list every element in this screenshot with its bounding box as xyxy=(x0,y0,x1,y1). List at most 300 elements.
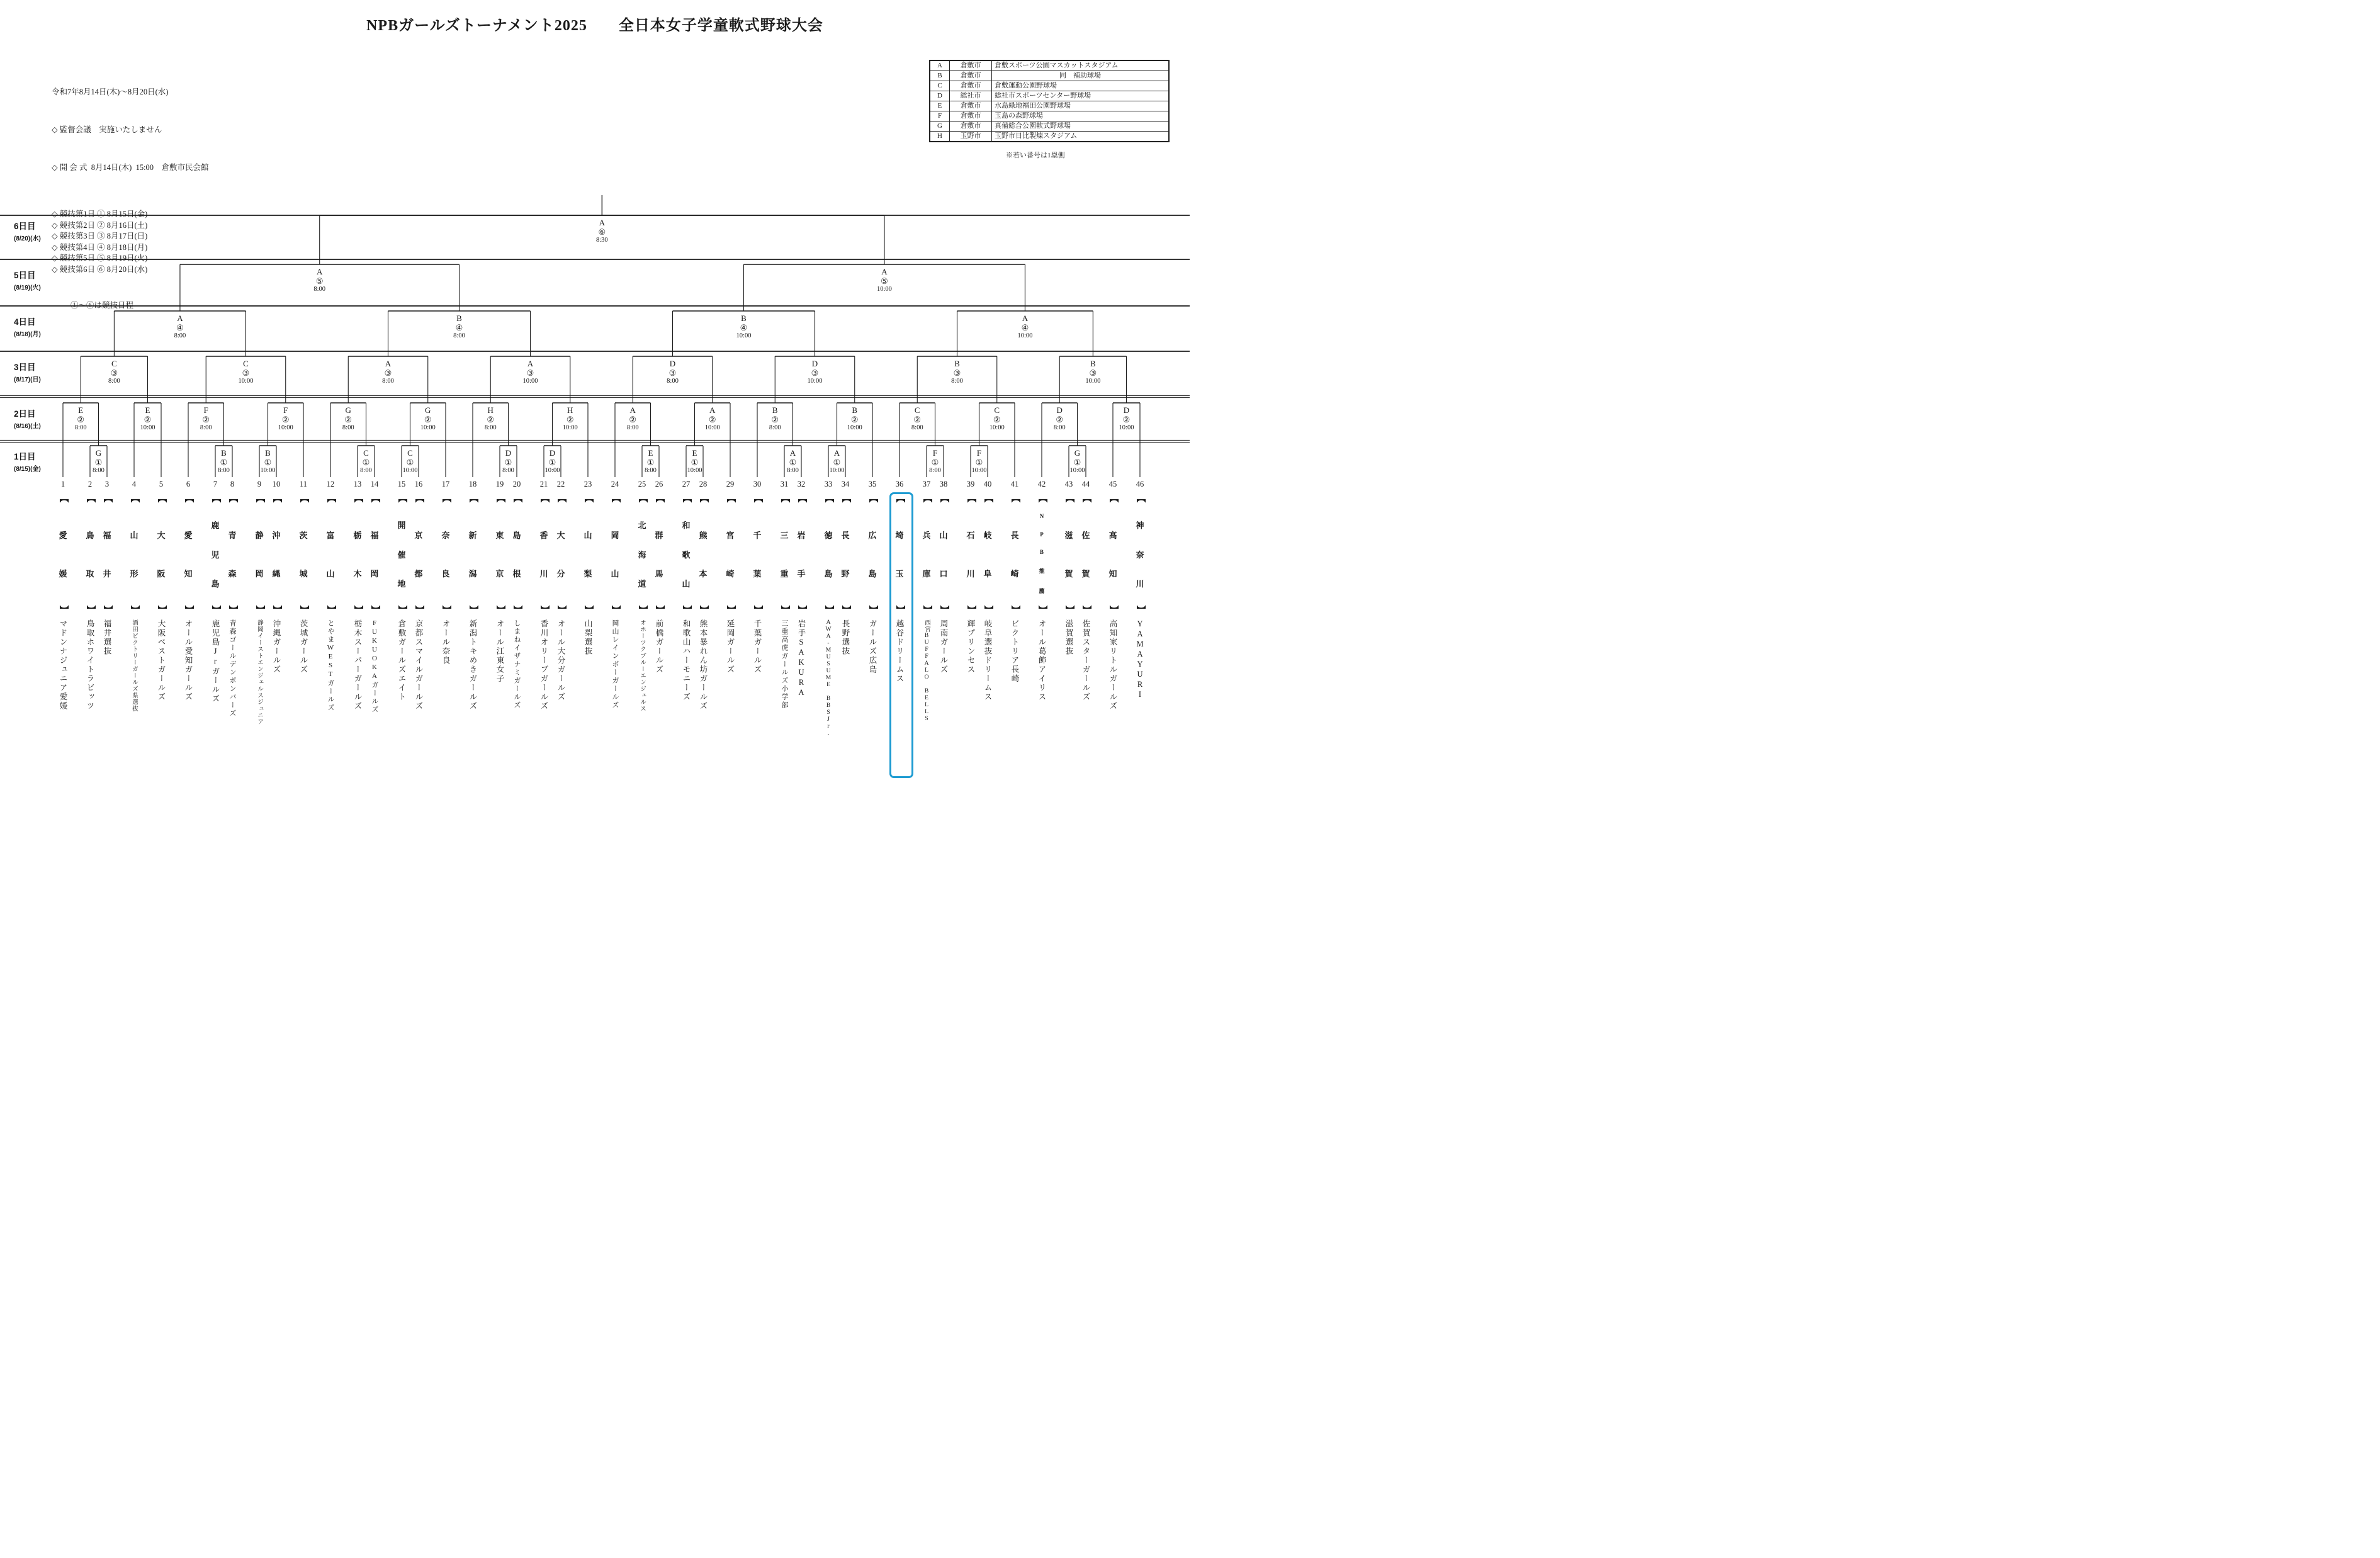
match-venue: B xyxy=(456,313,462,323)
match-number: ② xyxy=(771,414,779,424)
match-venue: E xyxy=(648,448,653,458)
prefecture-char: 道 xyxy=(638,579,646,589)
prefecture-char: 島 xyxy=(824,569,833,579)
match-round3 xyxy=(226,359,266,385)
prefecture-char: 静 xyxy=(255,530,264,540)
prefecture-char: 佐 xyxy=(1081,530,1090,540)
venue-name: 倉敷運動公園野球場 xyxy=(992,81,1170,91)
match-number: ② xyxy=(850,414,859,424)
prefecture-char: 開 xyxy=(397,521,406,531)
match-time: 8:00 xyxy=(174,332,186,340)
match-number: ③ xyxy=(384,368,392,378)
match-round1 xyxy=(204,449,244,475)
match-round3 xyxy=(94,359,134,385)
match-round2 xyxy=(835,406,875,432)
team-number: 23 xyxy=(584,480,592,488)
day-date: (8/19)(火) xyxy=(14,285,41,291)
match-time: 8:30 xyxy=(596,237,608,244)
venue-name: 真備総合公園軟式野球場 xyxy=(992,121,1170,132)
prefecture-char: 青 xyxy=(228,530,237,540)
match-round2 xyxy=(60,406,101,432)
team-name: オール葛飾アイリス xyxy=(1037,619,1046,702)
match-venue: C xyxy=(914,405,920,415)
team-name: しまねイザナミガールズ xyxy=(513,619,521,709)
team-column xyxy=(393,495,410,702)
team-column xyxy=(536,495,552,711)
prefecture-char: 広 xyxy=(868,530,877,540)
prefecture-char: 山 xyxy=(130,530,138,540)
match-number: ① xyxy=(931,457,939,467)
team-number: 6 xyxy=(186,480,191,488)
bracket-top: 【 xyxy=(752,494,762,503)
team-column xyxy=(651,495,667,674)
team-number: 2 xyxy=(87,480,93,488)
prefecture-char: 馬 xyxy=(655,569,663,579)
match-venue: H xyxy=(487,405,493,415)
match-number: ② xyxy=(144,414,152,424)
team-prefecture xyxy=(556,495,565,613)
venue-city: 総社市 xyxy=(950,91,992,101)
match-venue: B xyxy=(772,405,778,415)
prefecture-char: 縄 xyxy=(272,569,281,579)
team-column xyxy=(99,495,115,656)
team-prefecture xyxy=(682,495,691,613)
prefecture-char: 都 xyxy=(414,569,423,579)
bracket-bottom: 】 xyxy=(556,605,566,614)
bracket-bottom: 】 xyxy=(779,605,789,614)
match-time: 10:00 xyxy=(522,378,538,385)
prefecture-char: 庫 xyxy=(922,569,931,579)
match-venue: E xyxy=(145,405,150,415)
match-venue: B xyxy=(265,448,271,458)
prefecture-char: N xyxy=(1039,513,1044,520)
match-round1 xyxy=(346,449,386,475)
prefecture-char: 愛 xyxy=(59,530,67,540)
match-round3 xyxy=(653,359,693,385)
prefecture-char: 山 xyxy=(682,579,691,589)
bracket-bottom: 】 xyxy=(129,605,139,614)
team-name: 越谷ドリームス xyxy=(895,619,904,684)
match-venue: H xyxy=(567,405,573,415)
team-prefecture xyxy=(299,495,308,613)
match-round1 xyxy=(248,449,288,475)
prefecture-char: 取 xyxy=(86,569,94,579)
team-prefecture xyxy=(726,495,735,613)
match-time: 8:00 xyxy=(313,286,326,293)
bracket-top: 【 xyxy=(1135,494,1145,503)
bracket-bottom: 】 xyxy=(1108,605,1118,614)
prefecture-char: 千 xyxy=(753,530,762,540)
bracket-top: 【 xyxy=(414,494,424,503)
match-time: 8:00 xyxy=(787,467,799,475)
prefecture-char: 口 xyxy=(939,569,948,579)
prefecture-char: 梨 xyxy=(584,569,592,579)
bracket-top: 【 xyxy=(698,494,708,503)
match-time: 8:00 xyxy=(645,467,657,475)
prefecture-char: 川 xyxy=(1136,579,1144,589)
match-number: ② xyxy=(77,414,85,424)
team-number: 11 xyxy=(299,480,308,488)
bracket-bottom: 】 xyxy=(58,605,68,614)
prefecture-char: B xyxy=(1039,548,1044,555)
match-number: ② xyxy=(708,414,716,424)
team-column xyxy=(793,495,809,698)
team-number: 39 xyxy=(966,480,975,488)
venue-letter: G xyxy=(930,121,950,132)
match-venue: A xyxy=(385,359,392,368)
prefecture-char: P xyxy=(1040,531,1044,538)
venue-city: 倉敷市 xyxy=(950,101,992,111)
day-name: 3日目 xyxy=(14,363,36,372)
match-venue: D xyxy=(1123,405,1130,415)
team-column xyxy=(935,495,952,674)
prefecture-char: 歌 xyxy=(682,550,691,560)
team-column xyxy=(634,495,650,712)
match-round5 xyxy=(864,268,905,293)
match-venue: D xyxy=(811,359,818,368)
team-prefecture xyxy=(370,495,379,613)
team-prefecture xyxy=(895,495,904,613)
match-round2 xyxy=(408,406,448,432)
team-name: 岡山レインボーガールズ xyxy=(611,619,619,709)
prefecture-char: 山 xyxy=(326,569,335,579)
match-number: ② xyxy=(566,414,574,424)
prefecture-char: 媛 xyxy=(59,569,67,579)
match-number: ④ xyxy=(740,322,748,332)
prefecture-char: 京 xyxy=(414,530,423,540)
match-time: 8:00 xyxy=(74,424,87,432)
bracket-bottom: 】 xyxy=(939,605,949,614)
bracket-bottom: 】 xyxy=(983,605,993,614)
match-round2 xyxy=(328,406,368,432)
team-name: 佐賀スターガールズ xyxy=(1081,619,1090,702)
bracket-top: 【 xyxy=(1064,494,1074,503)
bracket-bottom: 】 xyxy=(966,605,976,614)
team-name: 茨城ガールズ xyxy=(299,619,308,674)
schedule-line: ◇ 競技第5日 ⑤ 8月19日(火) xyxy=(52,254,148,262)
match-time: 8:00 xyxy=(667,378,679,385)
day-date: (8/18)(月) xyxy=(14,331,41,338)
team-column xyxy=(366,495,383,714)
venue-name: 総社市スポーツセンター野球場 xyxy=(992,91,1170,101)
bracket-top: 【 xyxy=(681,494,691,503)
prefecture-char: 推 xyxy=(1039,568,1045,575)
team-number: 20 xyxy=(512,480,521,488)
team-prefecture xyxy=(103,495,111,613)
match-round1 xyxy=(915,449,956,475)
bracket-bottom: 】 xyxy=(397,605,407,614)
prefecture-char: 薦 xyxy=(1039,587,1045,594)
team-prefecture xyxy=(86,495,94,613)
team-name: 周南ガールズ xyxy=(939,619,948,674)
schedule-line: ◇ 競技第2日 ② 8月16日(土) xyxy=(52,220,148,230)
team-name: 三重高虎ガールズ小学部 xyxy=(781,619,788,709)
match-venue: A xyxy=(881,267,888,276)
match-round2 xyxy=(470,406,510,432)
match-time: 8:00 xyxy=(200,424,212,432)
match-number: ② xyxy=(344,414,352,424)
venue-letter: F xyxy=(930,111,950,121)
team-column xyxy=(864,495,881,674)
team-prefecture xyxy=(841,495,850,613)
match-time: 10:00 xyxy=(260,467,276,475)
match-round2 xyxy=(897,406,937,432)
team-column xyxy=(207,495,223,704)
venue-letter: H xyxy=(930,132,950,142)
team-column xyxy=(749,495,765,674)
match-venue: D xyxy=(669,359,676,368)
venue-city: 倉敷市 xyxy=(950,111,992,121)
bracket-top: 【 xyxy=(183,494,193,503)
match-time: 8:00 xyxy=(342,424,354,432)
team-number: 46 xyxy=(1136,480,1144,488)
bracket-bottom: 】 xyxy=(681,605,691,614)
bracket-top: 【 xyxy=(556,494,566,503)
team-prefecture xyxy=(539,495,548,613)
team-column xyxy=(55,495,71,711)
team-name: オール大分ガールズ xyxy=(556,619,565,702)
venue-city: 玉野市 xyxy=(950,132,992,142)
match-venue: D xyxy=(549,448,556,458)
team-number: 14 xyxy=(370,480,379,488)
match-number: ② xyxy=(1056,414,1064,424)
match-venue: A xyxy=(527,359,534,368)
match-number: ① xyxy=(406,457,414,467)
team-prefecture xyxy=(441,495,450,613)
team-prefecture xyxy=(780,495,789,613)
bracket-bottom: 】 xyxy=(583,605,593,614)
match-number: ① xyxy=(789,457,797,467)
match-number: ④ xyxy=(1021,322,1029,332)
team-column xyxy=(553,495,569,702)
team-number: 12 xyxy=(326,480,335,488)
team-name: 千葉ガールズ xyxy=(753,619,762,674)
team-column xyxy=(918,495,935,723)
bracket-top: 【 xyxy=(227,494,237,503)
team-name: 静岡イーストエンジェルスジュニア xyxy=(256,619,262,725)
team-name: オール江東女子 xyxy=(495,619,504,684)
bracket-bottom: 】 xyxy=(227,605,237,614)
bracket-bottom: 】 xyxy=(539,605,549,614)
match-number: ② xyxy=(487,414,495,424)
prefecture-char: 三 xyxy=(780,530,789,540)
match-venue: G xyxy=(95,448,102,458)
event-meeting-note: ◇ 監督会議 実施いたしません xyxy=(52,125,162,134)
match-time: 10:00 xyxy=(847,424,862,432)
day-date: (8/20)(水) xyxy=(14,235,41,242)
team-name: 京都スマイルガールズ xyxy=(414,619,423,711)
bracket-top: 【 xyxy=(512,494,522,503)
team-prefecture xyxy=(157,495,166,613)
bracket-top: 【 xyxy=(610,494,620,503)
team-number: 40 xyxy=(983,480,992,488)
match-time: 10:00 xyxy=(562,424,578,432)
bracket-top: 【 xyxy=(966,494,976,503)
team-name: ビクトリア長崎 xyxy=(1010,619,1019,684)
match-venue: C xyxy=(994,405,1000,415)
match-round6 xyxy=(582,218,622,244)
bracket-bottom: 】 xyxy=(495,605,505,614)
team-prefecture xyxy=(1064,495,1073,613)
bracket-top: 【 xyxy=(654,494,664,503)
schedule-line: ◇ 競技第1日 ① 8月15日(金) xyxy=(52,210,148,218)
prefecture-char: 城 xyxy=(299,569,308,579)
bracket-bottom: 】 xyxy=(894,605,905,614)
venue-note: ※若い番号は1塁側 xyxy=(1006,152,1065,159)
prefecture-char: 山 xyxy=(939,530,948,540)
bracket-bottom: 】 xyxy=(512,605,522,614)
match-venue: F xyxy=(203,405,208,415)
match-venue: G xyxy=(1074,448,1081,458)
venue-name: 倉敷スポーツ公園マスカットスタジアム xyxy=(992,60,1170,71)
match-venue: F xyxy=(932,448,938,458)
match-round2 xyxy=(692,406,733,432)
bracket-top: 【 xyxy=(298,494,308,503)
prefecture-char: 知 xyxy=(184,569,193,579)
match-round1 xyxy=(533,449,573,475)
team-prefecture xyxy=(130,495,138,613)
team-name: 青森ゴールデンボンバーズ xyxy=(228,619,236,718)
bracket-top: 【 xyxy=(779,494,789,503)
match-time: 8:00 xyxy=(769,424,781,432)
bracket-top: 【 xyxy=(102,494,112,503)
bracket-bottom: 】 xyxy=(325,605,336,614)
prefecture-char: 島 xyxy=(512,530,521,540)
venue-letter: C xyxy=(930,81,950,91)
match-number: ① xyxy=(94,457,103,467)
bracket-top: 【 xyxy=(1010,494,1020,503)
prefecture-char: 野 xyxy=(841,569,850,579)
team-column xyxy=(820,495,837,737)
team-number: 31 xyxy=(780,480,789,488)
team-name: 延岡ガールズ xyxy=(726,619,735,674)
bracket-bottom: 】 xyxy=(796,605,806,614)
bracket-bottom: 】 xyxy=(156,605,166,614)
match-round3 xyxy=(368,359,409,385)
match-round1 xyxy=(488,449,529,475)
team-column xyxy=(776,495,792,709)
prefecture-char: 玉 xyxy=(895,569,904,579)
match-venue: A xyxy=(177,313,183,323)
venue-city: 倉敷市 xyxy=(950,71,992,81)
match-round5 xyxy=(300,268,340,293)
team-prefecture xyxy=(228,495,237,613)
match-time: 10:00 xyxy=(704,424,720,432)
match-round3 xyxy=(937,359,978,385)
team-column xyxy=(437,495,454,665)
day-name: 2日目 xyxy=(14,409,36,419)
match-time: 8:00 xyxy=(360,467,372,475)
prefecture-char: 栃 xyxy=(353,530,362,540)
team-name: オール愛知ガールズ xyxy=(184,619,193,702)
team-prefecture xyxy=(468,495,477,613)
team-name: 鳥取ホワイトラビッツ xyxy=(86,619,94,711)
match-time: 10:00 xyxy=(807,378,823,385)
match-number: ⑤ xyxy=(315,276,324,286)
prefecture-char: 東 xyxy=(495,530,504,540)
venue-name: 水島緑地福田公園野球場 xyxy=(992,101,1170,111)
match-time: 10:00 xyxy=(687,467,702,475)
match-number: ② xyxy=(629,414,637,424)
team-prefecture xyxy=(1136,495,1144,613)
match-venue: A xyxy=(709,405,716,415)
bracket-bottom: 】 xyxy=(1135,605,1145,614)
team-prefecture xyxy=(638,495,646,613)
match-time: 10:00 xyxy=(238,378,254,385)
match-venue: A xyxy=(599,218,606,227)
team-prefecture xyxy=(983,495,992,613)
bracket-bottom: 】 xyxy=(102,605,112,614)
bracket-top: 【 xyxy=(397,494,407,503)
event-opening-ceremony: ◇ 開 会 式 8月14日(木) 15:00 倉敷市民会館 xyxy=(52,163,209,172)
prefecture-char: 茨 xyxy=(299,530,308,540)
team-name: 長野選抜 xyxy=(841,619,850,656)
team-number: 35 xyxy=(868,480,877,488)
bracket-top: 【 xyxy=(468,494,478,503)
prefecture-char: 海 xyxy=(638,550,646,560)
match-time: 10:00 xyxy=(971,467,987,475)
prefecture-char: 北 xyxy=(638,521,646,531)
match-time: 10:00 xyxy=(736,332,752,340)
schedule-line: ◇ 競技第3日 ③ 8月17日(日) xyxy=(52,232,148,240)
prefecture-char: 長 xyxy=(841,530,850,540)
match-number: ① xyxy=(833,457,841,467)
prefecture-char: 知 xyxy=(1108,569,1117,579)
team-prefecture xyxy=(655,495,663,613)
prefecture-char: 重 xyxy=(780,569,789,579)
prefecture-char: 崎 xyxy=(1010,569,1019,579)
team-number: 30 xyxy=(753,480,762,488)
match-round1 xyxy=(817,449,857,475)
venue-letter: B xyxy=(930,71,950,81)
prefecture-char: 山 xyxy=(611,569,619,579)
team-column xyxy=(678,495,694,702)
match-number: ② xyxy=(1122,414,1131,424)
team-number: 44 xyxy=(1081,480,1090,488)
team-prefecture xyxy=(1108,495,1117,613)
team-name: 岐阜選抜ドリームス xyxy=(983,619,992,702)
team-number: 7 xyxy=(213,480,218,488)
bracket-bottom: 】 xyxy=(183,605,193,614)
bracket-top: 【 xyxy=(840,494,850,503)
match-number: ③ xyxy=(526,368,534,378)
team-prefecture xyxy=(255,495,264,613)
prefecture-char: 崎 xyxy=(726,569,735,579)
team-prefecture xyxy=(495,495,504,613)
team-prefecture xyxy=(939,495,948,613)
bracket-top: 【 xyxy=(210,494,220,503)
team-prefecture xyxy=(1037,495,1046,613)
prefecture-char: 熊 xyxy=(699,530,708,540)
bracket-top: 【 xyxy=(637,494,647,503)
match-time: 10:00 xyxy=(877,286,892,293)
team-number: 1 xyxy=(60,480,65,488)
team-name: AWA-MUSUME BBSJr. xyxy=(825,619,832,737)
match-number: ① xyxy=(646,457,655,467)
match-time: 8:00 xyxy=(929,467,941,475)
match-venue: A xyxy=(833,448,840,458)
bracket-top: 【 xyxy=(58,494,68,503)
team-name: 山梨選抜 xyxy=(584,619,592,656)
team-number: 32 xyxy=(797,480,806,488)
match-venue: A xyxy=(1022,313,1029,323)
team-column xyxy=(891,495,908,684)
prefecture-char: 葉 xyxy=(753,569,762,579)
team-name: 熊本暴れん坊ガールズ xyxy=(699,619,708,711)
team-prefecture xyxy=(272,495,281,613)
match-time: 10:00 xyxy=(829,467,845,475)
match-venue: A xyxy=(317,267,323,276)
